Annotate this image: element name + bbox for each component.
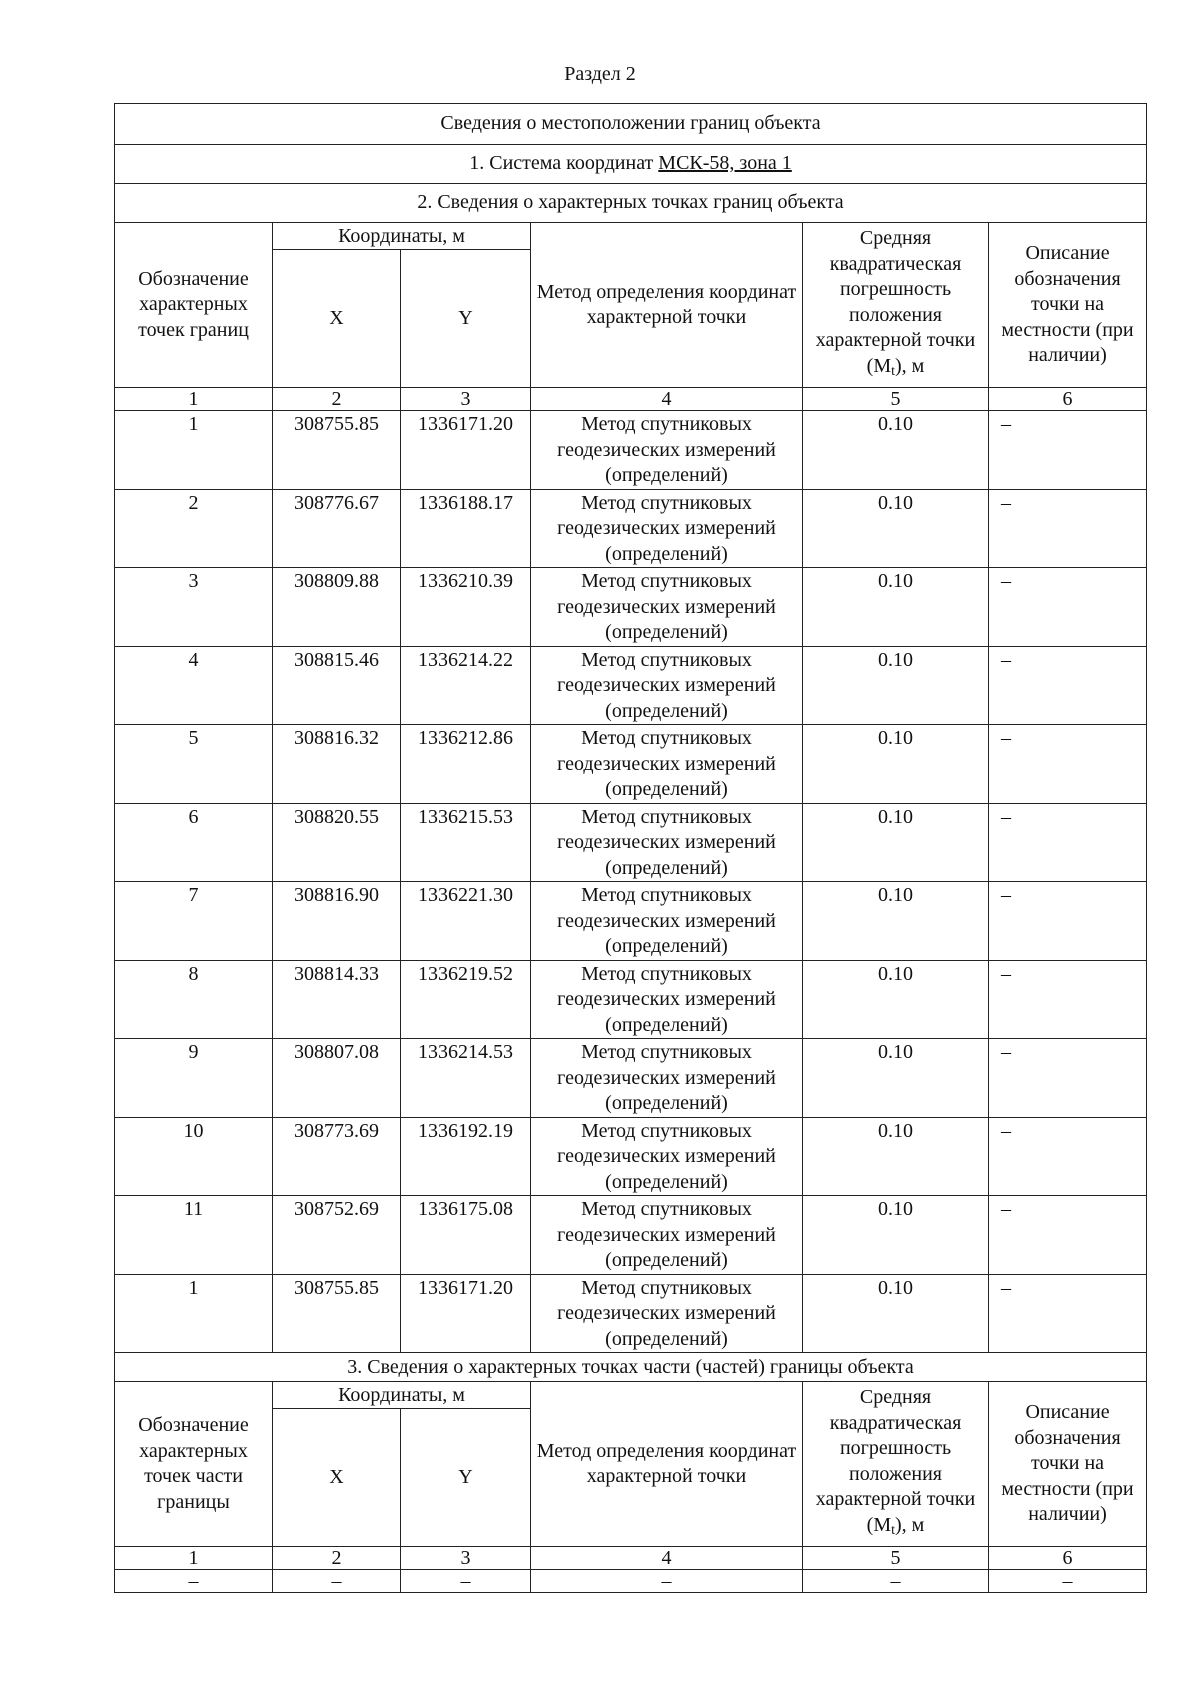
- section-title: Раздел 2: [564, 63, 636, 85]
- method: Метод спутниковых геодезических измерений (определений): [531, 489, 803, 568]
- parts-coord-y: –: [401, 1570, 531, 1593]
- table-row: [115, 489, 1147, 568]
- column-number: 6: [989, 388, 1147, 411]
- error-value: 0.10: [803, 1039, 989, 1118]
- coord-x: 308807.08: [273, 1039, 401, 1118]
- table-row: [115, 803, 1147, 882]
- coord-x: 308820.55: [273, 803, 401, 882]
- header-x: X: [273, 250, 401, 388]
- error-value: 0.10: [803, 1274, 989, 1353]
- parts-header-method: Метод определения координат характерной точки: [531, 1382, 803, 1547]
- parts-method: –: [531, 1570, 803, 1593]
- table-row: [115, 1039, 1147, 1118]
- table-row: [115, 646, 1147, 725]
- header-error-text: Средняя квадратическая погрешность положения характерной точки (M: [815, 227, 976, 377]
- header-description: Описание обозначения точки на местности (при наличии): [989, 223, 1147, 388]
- coord-y: 1336214.53: [401, 1039, 531, 1118]
- parts-column-number-row: [115, 1547, 1147, 1570]
- point-description: –: [989, 489, 1147, 568]
- table-caption: Сведения о местоположении границ объекта: [115, 104, 1147, 145]
- error-value: 0.10: [803, 960, 989, 1039]
- error-value: 0.10: [803, 803, 989, 882]
- table-row: [115, 725, 1147, 804]
- method: Метод спутниковых геодезических измерений (определений): [531, 725, 803, 804]
- coord-y: 1336171.20: [401, 411, 531, 490]
- method: Метод спутниковых геодезических измерений (определений): [531, 568, 803, 647]
- point-description: –: [989, 1117, 1147, 1196]
- coord-x: 308755.85: [273, 1274, 401, 1353]
- point-description: –: [989, 960, 1147, 1039]
- coord-y: 1336221.30: [401, 882, 531, 961]
- coord-y: 1336192.19: [401, 1117, 531, 1196]
- error-value: 0.10: [803, 1196, 989, 1275]
- point-number: 1: [115, 411, 273, 490]
- method: Метод спутниковых геодезических измерений (определений): [531, 960, 803, 1039]
- error-value: 0.10: [803, 725, 989, 804]
- table-row: [115, 882, 1147, 961]
- method: Метод спутниковых геодезических измерений (определений): [531, 1196, 803, 1275]
- point-description: –: [989, 725, 1147, 804]
- coord-y: 1336212.86: [401, 725, 531, 804]
- coord-x: 308809.88: [273, 568, 401, 647]
- point-description: –: [989, 411, 1147, 490]
- header-error-unit: ), м: [895, 354, 925, 377]
- error-value: 0.10: [803, 489, 989, 568]
- parts-coord-x: –: [273, 1570, 401, 1593]
- error-value: 0.10: [803, 646, 989, 725]
- error-value: 0.10: [803, 1117, 989, 1196]
- table-row: [115, 568, 1147, 647]
- parts-table-row: [115, 1570, 1147, 1593]
- coord-y: 1336188.17: [401, 489, 531, 568]
- point-number: 6: [115, 803, 273, 882]
- column-number: 4: [531, 1547, 803, 1570]
- header-y: Y: [401, 250, 531, 388]
- parts-description: –: [989, 1570, 1147, 1593]
- point-number: 10: [115, 1117, 273, 1196]
- point-description: –: [989, 1274, 1147, 1353]
- parts-header-y: Y: [401, 1409, 531, 1547]
- column-number: 1: [115, 1547, 273, 1570]
- parts-header-coordinates: Координаты, м: [273, 1382, 531, 1409]
- parts-header-x: X: [273, 1409, 401, 1547]
- coord-x: 308773.69: [273, 1117, 401, 1196]
- method: Метод спутниковых геодезических измерений (определений): [531, 1039, 803, 1118]
- parts-header-error: [803, 1382, 989, 1547]
- coord-y: 1336171.20: [401, 1274, 531, 1353]
- coord-x: 308815.46: [273, 646, 401, 725]
- point-description: –: [989, 1039, 1147, 1118]
- column-number: 6: [989, 1547, 1147, 1570]
- parts-header-description: Описание обозначения точки на местности (при наличии): [989, 1382, 1147, 1547]
- table-row: [115, 1117, 1147, 1196]
- header-error: [803, 223, 989, 388]
- point-description: –: [989, 1196, 1147, 1275]
- point-number: 11: [115, 1196, 273, 1275]
- parts-error-value: –: [803, 1570, 989, 1593]
- point-description: –: [989, 882, 1147, 961]
- coord-x: 308816.90: [273, 882, 401, 961]
- point-number: 2: [115, 489, 273, 568]
- coord-y: 1336214.22: [401, 646, 531, 725]
- coord-x: 308816.32: [273, 725, 401, 804]
- error-value: 0.10: [803, 411, 989, 490]
- method: Метод спутниковых геодезических измерений (определений): [531, 646, 803, 725]
- point-number: 9: [115, 1039, 273, 1118]
- method: Метод спутниковых геодезических измерений (определений): [531, 411, 803, 490]
- column-number: 3: [401, 1547, 531, 1570]
- parts-header-error-subscript: t: [891, 1522, 895, 1538]
- error-value: 0.10: [803, 568, 989, 647]
- coord-y: 1336215.53: [401, 803, 531, 882]
- header-method: Метод определения координат характерной точки: [531, 223, 803, 388]
- column-number: 4: [531, 388, 803, 411]
- table-row: [115, 411, 1147, 490]
- coord-x: 308814.33: [273, 960, 401, 1039]
- error-value: 0.10: [803, 882, 989, 961]
- point-number: 5: [115, 725, 273, 804]
- coord-x: 308755.85: [273, 411, 401, 490]
- coord-system-row: [115, 145, 1147, 184]
- coord-y: 1336210.39: [401, 568, 531, 647]
- table-row: [115, 1274, 1147, 1353]
- coord-system-label: 1. Система координат: [469, 152, 659, 175]
- table-row: [115, 1196, 1147, 1275]
- boundary-table: [114, 103, 1147, 1593]
- point-number: 8: [115, 960, 273, 1039]
- column-number: 5: [803, 388, 989, 411]
- coord-x: 308752.69: [273, 1196, 401, 1275]
- column-number-row: [115, 388, 1147, 411]
- parts-heading: 3. Сведения о характерных точках части (частей) границы объекта: [115, 1353, 1147, 1382]
- point-number: 7: [115, 882, 273, 961]
- points-heading: 2. Сведения о характерных точках границ объекта: [115, 184, 1147, 223]
- coord-x: 308776.67: [273, 489, 401, 568]
- column-number: 3: [401, 388, 531, 411]
- parts-header-error-unit: ), м: [895, 1513, 925, 1536]
- column-number: 2: [273, 388, 401, 411]
- column-number: 5: [803, 1547, 989, 1570]
- column-number: 2: [273, 1547, 401, 1570]
- coord-y: 1336175.08: [401, 1196, 531, 1275]
- point-number: 3: [115, 568, 273, 647]
- method: Метод спутниковых геодезических измерений (определений): [531, 1274, 803, 1353]
- column-number: 1: [115, 388, 273, 411]
- method: Метод спутниковых геодезических измерений (определений): [531, 1117, 803, 1196]
- header-coordinates: Координаты, м: [273, 223, 531, 250]
- header-designation: Обозначение характерных точек границ: [115, 223, 273, 388]
- header-error-subscript: t: [891, 363, 895, 379]
- method: Метод спутниковых геодезических измерений (определений): [531, 882, 803, 961]
- parts-header-designation: Обозначение характерных точек части границы: [115, 1382, 273, 1547]
- point-number: 1: [115, 1274, 273, 1353]
- coord-y: 1336219.52: [401, 960, 531, 1039]
- point-description: –: [989, 568, 1147, 647]
- point-number: 4: [115, 646, 273, 725]
- parts-point-number: –: [115, 1570, 273, 1593]
- method: Метод спутниковых геодезических измерений (определений): [531, 803, 803, 882]
- table-row: [115, 960, 1147, 1039]
- point-description: –: [989, 646, 1147, 725]
- parts-header-error-text: Средняя квадратическая погрешность положения характерной точки (M: [815, 1386, 976, 1536]
- coord-system-value: МСК-58, зона 1: [658, 152, 792, 175]
- point-description: –: [989, 803, 1147, 882]
